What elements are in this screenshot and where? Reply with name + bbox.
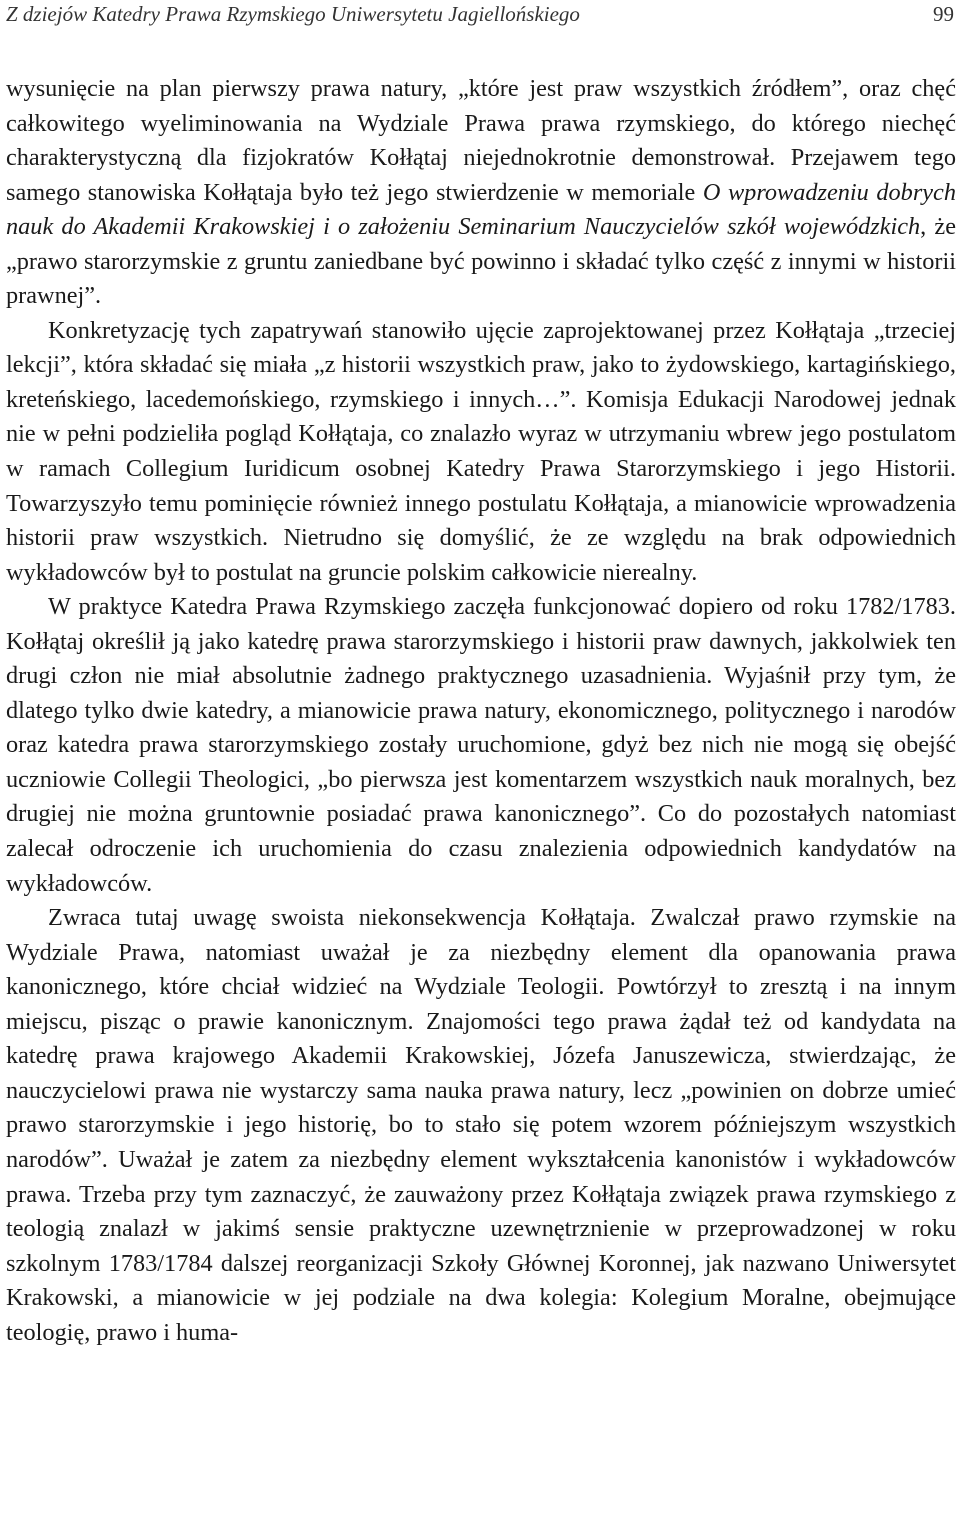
page-number: 99 xyxy=(933,2,954,26)
text-segment: , że „prawo starorzymskie z gruntu zaniedbane być powinno i składać tylko część z innymi w historii prawnej”. xyxy=(6,213,957,310)
text-segment: wysunięcie na plan pierwszy prawa natury, „które jest praw wszystkich źródłem”, oraz chęć całkowitego wyeliminowania na Wydziale Prawa prawa rzymskiego, do którego niechęć charakterystyczną dla fizjokratów Kołłątaj niejednokrotnie demonstrował. Przejawem tego samego stanowiska Kołłątaja było też jego stwierdzenie w memoriale xyxy=(6,75,956,206)
document-page xyxy=(6,0,957,1346)
paragraph xyxy=(6,72,956,314)
memorial-title: O wprowadzeniu dobrych nauk do Akademii Krakowskiej i o założeniu Seminarium Nauczycielów szkół wojewódzkich xyxy=(6,178,956,241)
paragraph xyxy=(6,314,956,590)
running-title: Z dziejów Katedry Prawa Rzymskiego Uniwersytetu Jagiellońskiego xyxy=(6,2,580,26)
body-text xyxy=(6,72,956,1350)
paragraph xyxy=(6,901,956,1350)
text-segment: W praktyce Katedra Prawa Rzymskiego zaczęła funkcjonować dopiero od roku 1782/1783. Kołłątaj określił ją jako katedrę prawa starorzymskiego i historii praw dawnych, jakkolwiek ten drugi człon nie miał absolutnie żadnego praktycznego uzasadnienia. Wyjaśnił przy tym, że dlatego tylko dwie katedry, a mianowicie prawa natury, ekonomicznego, politycznego i narodów oraz katedra prawa starorzymskiego zostały uruchomione, gdyż bez nich nie mogą się obejść uczniowie Collegii Theologici, „bo pierwsza jest komentarzem wszystkich nauk moralnych, bez drugiej nie można gruntownie posiadać prawa kanonicznego”. Co do pozostałych natomiast zalecał odroczenie ich uruchomienia do czasu znalezienia odpowiednich kandydatów na wykładowców. xyxy=(6,593,956,897)
paragraph xyxy=(6,590,956,901)
running-header xyxy=(6,0,956,36)
text-segment: Zwraca tutaj uwagę swoista niekonsekwencja Kołłątaja. Zwalczał prawo rzymskie na Wydziale Prawa, natomiast uważał je za niezbędny element dla opanowania prawa kanonicznego, które chciał widzieć na Wydziale Teologii. Powtórzył to zresztą i na innym miejscu, pisząc o prawie kanonicznym. Znajomości tego prawa żądał też od kandydata na katedrę prawa krajowego Akademii Krakowskiej, Józefa Januszewicza, stwierdzając, że nauczycielowi prawa nie wystarczy sama nauka prawa natury, lecz „powinien on dobrze umieć prawo starorzymskie i jego historię, bo to stało się potem wzorem późniejszym wszystkich narodów”. Uważał je zatem za niezbędny element wykształcenia kanonistów i wykładowców prawa. Trzeba przy tym zaznaczyć, że zauważony przez Kołłątaja związek prawa rzymskiego z teologią znalazł w jakimś sensie praktyczne uzewnętrznienie w przeprowadzonej w roku szkolnym 1783/1784 dalszej reorganizacji Szkoły Głównej Koronnej, jak nazwano Uniwersytet Krakowski, a mianowicie w jej podziale na dwa kolegia: Kolegium Moralne, obejmujące teologię, prawo i huma- xyxy=(6,904,956,1346)
text-segment: Konkretyzację tych zapatrywań stanowiło ujęcie zaprojektowanej przez Kołłątaja „trzeciej lekcji”, która składać się miała „z historii wszystkich praw, jako to żydowskiego, kartagińskiego, kreteńskiego, lacedemońskiego, rzymskiego i innych…”. Komisja Edukacji Narodowej jednak nie w pełni podzieliła pogląd Kołłątaja, co znalazło wyraz w utrzymaniu wbrew jego postulatom w ramach Collegium Iuridicum osobnej Katedry Prawa Starorzymskiego i jego Historii. Towarzyszyło temu pominięcie również innego postulatu Kołłątaja, a mianowicie wprowadzenia historii praw wszystkich. Nietrudno się domyślić, że ze względu na brak odpowiednich wykładowców był to postulat na gruncie polskim całkowicie nierealny. xyxy=(6,316,956,586)
